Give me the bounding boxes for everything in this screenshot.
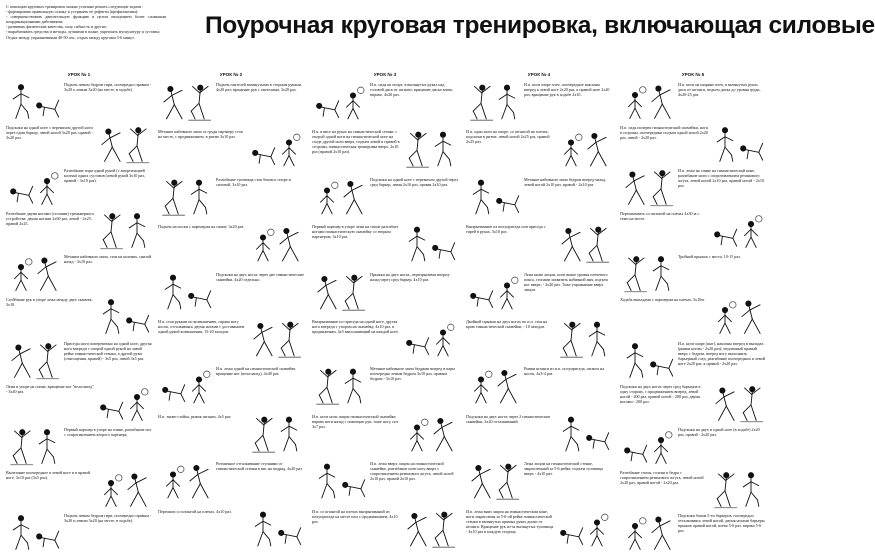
exercise-illustration — [712, 125, 764, 164]
exercise-item — [310, 412, 460, 459]
exercise-item — [464, 364, 614, 411]
exercise-item — [4, 339, 154, 382]
exercise-item — [4, 80, 154, 123]
exercise-item — [464, 222, 614, 269]
exercise-item — [310, 317, 460, 364]
exercise-item — [618, 468, 768, 511]
intro-text — [6, 4, 166, 40]
exercise-text: И.п. со штангой на плечах выпрыгиваний из полуприседа на месте или с продвижением, 4х10 раз. — [312, 508, 398, 524]
exercise-text: Перешагивать со штангой на плечах 4х30 м.с. темп на месте. — [620, 211, 701, 222]
exercise-illustration — [558, 224, 610, 264]
exercise-illustration — [468, 272, 520, 312]
exercise-illustration — [250, 224, 302, 264]
exercise-illustration — [250, 509, 302, 549]
intro-line: С помощью круговых тренировок можно успешно решать следующие задачи : — [6, 4, 144, 9]
exercise-item — [4, 295, 154, 338]
exercise-text: Стойбание рук в упоре лежа между двух скамеек, 3х10. — [6, 297, 93, 308]
lesson-header: УРОК № 1 — [67, 72, 91, 77]
exercise-text: Подъем левым бедром гири, поочередно правым - 3х20 к левым 3х20 (на месте, в ходьбе). — [64, 82, 152, 92]
lesson-column — [618, 72, 768, 554]
exercise-text: И.п. тягаю стойка, рывок штанги, 4х5 раз. — [158, 413, 232, 419]
exercise-item — [310, 270, 460, 317]
exercise-item — [464, 270, 614, 317]
exercise-illustration — [250, 414, 302, 454]
exercise-illustration — [622, 427, 674, 466]
exercise-illustration — [250, 319, 302, 359]
exercise-item — [156, 175, 306, 222]
exercise-text: Подъем гантелей вытянутыми в стороны руками. 4х20 раз; вращение рук с гантелями, 3х20 раз. — [216, 82, 302, 92]
exercise-illustration — [558, 319, 610, 359]
exercise-text: Лежа в упоре на спине, вращение ног "велосипед" - 3х40 раз. — [6, 383, 94, 394]
exercise-illustration — [160, 461, 212, 501]
exercise-text: Разгибание туловища стоя боком к опоре и силовой, 3х10 раз. — [216, 176, 291, 187]
exercise-illustration — [98, 211, 150, 250]
exercise-text: Лежа ниже лицом, ноги выше уровня плечевого пояса, стопами захватить набивной мяч, подъем ног вверх, - 2х20 раз. Тоже упражнение вверх лицом. — [524, 271, 608, 292]
exercise-item — [4, 425, 154, 468]
exercise-text: Метание набивного мяча от груди партнеру стоя на месте, с продвижением, в ритме 3х10 раз. — [158, 129, 243, 140]
exercise-item — [464, 412, 614, 459]
exercise-item — [464, 127, 614, 174]
lesson-column — [156, 72, 306, 554]
exercise-text: И.п. один ноги на опоре, со штангой на плечах, подскоки в ритме, левой ногой 2х25 раз, правой 2х25 раз. — [466, 129, 550, 145]
exercise-illustration — [314, 272, 366, 312]
exercise-item — [156, 127, 306, 174]
exercise-text: Первый партнер в упоре на спине, разгибание ног с сопротивлением второго партнера. — [64, 426, 152, 437]
exercise-text: Метание набивного мяча бедрами вперед в пары поочередно левым бедром 3х10 раз, правым бедром - 3х10 раз. — [370, 366, 455, 382]
exercise-illustration — [98, 384, 150, 423]
exercise-item — [4, 166, 154, 209]
exercise-item — [464, 507, 614, 554]
exercise-illustration — [712, 470, 764, 509]
intro-line: - формировать правильную осанку и устранять её дефекты (профилактика); — [6, 9, 139, 15]
exercise-illustration — [468, 461, 520, 501]
exercise-illustration — [622, 82, 674, 121]
exercise-illustration — [622, 513, 674, 552]
exercise-text: И.п. лежа на спине на гимнастической коне, разгибание ноги с сопротивлением резинового жгута, левой ногой 2х10 раз, правой ногой - 2х10 раз. — [678, 168, 764, 189]
exercise-item — [4, 252, 154, 295]
exercise-illustration — [404, 319, 456, 359]
exercise-text: Подскоки на двух ногах через две гимнастические скамейки, 4х20 отдельно. — [216, 271, 304, 282]
exercise-item — [618, 425, 768, 468]
exercise-text: И.п. ноги ноги лицом гимнастической скамейке, вправо ноги назад с помощью рук, тоже ногу, пот 3х7 раз. — [312, 413, 399, 429]
exercise-item — [156, 459, 306, 506]
exercise-text: И.п. ноги шире плеч, поочередное наклоны вперед к левой ноге 2х20 раз, к правой ноге 2х20 раз; вращение рук в ходьбе 2х10. — [524, 82, 610, 97]
exercise-item — [618, 123, 768, 166]
exercise-text: Метание набивного мяча бедром вперед-назад, левой ногой 2х10 раз, правой - 2х10 раз. — [524, 176, 607, 187]
exercise-illustration — [404, 129, 456, 169]
exercise-illustration — [314, 461, 366, 501]
exercise-item — [310, 80, 460, 127]
exercise-text: Выпрыгивание по приседа на одной ноге, другая нога впереди с упором на скамейку, 4х10 раз, в продвижении, 4х5 выполняющий на каждой ноге. — [312, 319, 399, 334]
exercise-illustration — [160, 82, 212, 122]
exercise-item — [156, 222, 306, 269]
exercise-item — [156, 412, 306, 459]
exercise-text: И.п. сидя на опоре, в вытянутых руках над головой диск от штанги; вращение диска влево, вправо, 4х20 раз. — [370, 82, 454, 97]
exercise-text: И.п. ноги шире (шаг), наклоны вперед в выпадах (рывки ногам - 2х20 раз); медленный правый вверх с бедром, вперед ногу выполнить барьерный след, разгибание поочередных к левой ноге 2х20 раз, к правой - 2х20 раз. — [678, 340, 766, 366]
exercise-item — [310, 127, 460, 174]
exercise-item — [464, 459, 614, 506]
exercise-text: Подъем на носки с партнером на спине, 3х20 раз. — [158, 224, 245, 230]
exercise-text: Ходьба выпадами с партнером на плечах, 3х10м. — [620, 297, 705, 303]
exercise-illustration — [98, 470, 150, 509]
exercise-text: И.п. сидя поперек гимнастической скамейки, ноги в стороны, поочередные подъем одной ногой 2х20 раз, левой - 2х20 раз. — [620, 125, 708, 141]
exercise-illustration — [558, 509, 610, 549]
exercise-item — [156, 270, 306, 317]
exercise-illustration — [404, 414, 456, 454]
exercise-text: Ритмичное отталкивание ступнями от гимнастической стенки в вис на подряд, 4х20 раз. — [216, 461, 303, 472]
exercise-item — [618, 166, 768, 209]
exercise-text: И.п. лежа одной на гимнастической скамейке, вращение ног (велосипед), 4х40 раз. — [216, 366, 297, 377]
exercise-item — [4, 468, 154, 511]
exercise-illustration — [8, 427, 60, 466]
exercise-text: Вылезание поочередное в левой ноге и в правой ноге, 3х10 раз (3х5 раз). — [6, 469, 91, 480]
exercise-item — [464, 317, 614, 364]
exercise-illustration — [160, 366, 212, 406]
exercise-text: И.п. в висе на руках на гимнастической стенке, с опорой одной ноги на гимнастической ноге на сходе другой ноги вверх, подъем левой и правой в стороны, гимнастическая тренировка вверх, 2х10 раз (правой 2х10 раз). — [312, 129, 400, 155]
exercise-item — [156, 80, 306, 127]
exercise-illustration — [404, 224, 456, 264]
exercise-item — [618, 382, 768, 425]
exercise-item — [156, 507, 306, 554]
intro-line: Отдых между упражнениями 40-50 сек., отдых между кругами 5-6 минут. — [6, 34, 135, 40]
exercise-item — [4, 511, 154, 554]
exercise-illustration — [314, 177, 366, 217]
exercise-text: Выпрыгивание из полуприседа или приседа с гирей в руках, 3х10 раз. — [466, 224, 546, 235]
exercise-illustration — [98, 125, 150, 164]
exercise-illustration — [8, 513, 60, 552]
exercise-text: Подскоки боком 5-ти барьеров, поочередно отталкиваясь левой ногой, двумя ногами барьеры прыжок правой ногой, влево 5-6 раз, вправо 5-6 раз. — [678, 512, 765, 533]
intro-line: - развивать физические качества, силу, гибкость и другие; — [6, 24, 107, 30]
exercise-item — [156, 364, 306, 411]
exercise-illustration — [404, 509, 456, 549]
exercise-illustration — [250, 129, 302, 169]
lesson-header: УРОК № 3 — [373, 72, 397, 77]
exercise-text: Подъем левым бедром гири, поочередно правым - 3х20 и левым 3х20 (на месте, в ходьбе). — [64, 512, 152, 523]
exercise-text: Подскоки на одной ноге с перемахом другой ноги через одни барьер, левой ногой 3х20 раз, правой - 3х20 раз. — [6, 125, 93, 141]
exercise-illustration — [98, 297, 150, 336]
exercise-text: Подскоки на двух ногах через 2 гимнастические скамейки, 2х20 отталкиваний. — [466, 413, 551, 424]
exercise-illustration — [622, 341, 674, 380]
exercise-illustration — [314, 366, 366, 406]
exercise-item — [618, 339, 768, 382]
exercise-text: Разгибание стопы, голени и бедра с сопротивлением резинового жгута, левой ногой 2х20 раз, правой ногой - 2х20 раз. — [620, 469, 704, 485]
exercise-item — [464, 80, 614, 127]
lesson-column — [4, 72, 154, 554]
exercise-text: Разгибание двумя ногами (стопами) тренажерного устройства: двумя ногами 2х60 раз, левой - 2х25, правой 2х25. — [6, 211, 94, 227]
exercise-text: И.п. ноги на ширине плеч, в вытянутых руках диск от штанги, подъем диска до уровня груди, 4х20-25 раз. — [678, 82, 761, 97]
exercise-text: Прыжки на двух ногах, перепрыгивая вперед-назад через сред барьер, 4х10 раз. — [370, 271, 451, 282]
exercise-illustration — [622, 168, 674, 207]
exercise-text: И.п. стоя руками по возвышению, справа ногу носок, отталкиваясь двумя ногами с доставанием одной рукой возвышения, 15-20 заходов. — [158, 319, 245, 334]
exercise-item — [156, 317, 306, 364]
exercise-illustration — [712, 297, 764, 336]
exercise-item — [4, 123, 154, 166]
exercise-illustration — [160, 177, 212, 217]
exercise-text: Тройной прыжок с места, 10-15 раз. — [678, 254, 741, 260]
exercise-text: Лежа лицом на гимнастической стенке, закрепленный за 5-6 рейке, подъем туловища вверх - 4х10 раз. — [524, 461, 603, 477]
intro-line: - вырабатывать средства и методы, лучшими в плане, укреплять мускулатуру и суставы; — [6, 29, 160, 35]
exercise-illustration — [558, 414, 610, 454]
exercise-item — [4, 209, 154, 252]
exercise-illustration — [8, 254, 60, 293]
exercise-item — [618, 295, 768, 338]
exercise-illustration — [468, 366, 520, 406]
exercise-illustration — [314, 82, 366, 122]
intro-line: - совершенствовать двигательную функцию в целом овладением более сложными координационными действиями; — [6, 14, 166, 25]
exercise-item — [618, 252, 768, 295]
page-title: Поурочная круговая тренировка, включающая силовые — [205, 12, 875, 39]
exercise-text: Метание набивного мяча, стоя на коленях, снизой назад - 3х10 раз. — [64, 254, 152, 265]
exercise-illustration — [8, 82, 60, 121]
exercise-illustration — [712, 384, 764, 423]
exercise-text: И.п. лежа вверх лицом на гимнастической скамейке, разгибание ноги ногу вверх с сопротивлением резинового жгута, левой ногой 2х10 раз, правой 2х10 раз. — [370, 461, 454, 482]
exercise-item — [310, 364, 460, 411]
exercise-illustration — [712, 211, 764, 250]
exercise-illustration — [160, 272, 212, 312]
exercise-item — [464, 175, 614, 222]
exercise-text: Подскоки на одной ноге с перемахом другой через сред барьер, левая 2х10 раз, правая 2х10 раз. — [370, 176, 458, 187]
exercise-item — [618, 80, 768, 123]
exercise-text: Подскоки на двух и одной ноге (в ходьбе) 2х20 раз, правой - 2х20 раз. — [678, 426, 760, 437]
exercise-illustration — [8, 168, 60, 207]
exercise-item — [4, 382, 154, 425]
exercise-text: Приседы ноги попеременно на одной ноге, другая нога впереди с опорой одной рукой на лавой рейке гимнастической стенки, а другой руки (отягощения, правой) - 3х5 раз, левой 3х5 раз. — [64, 340, 152, 361]
exercise-item — [310, 175, 460, 222]
exercise-item — [310, 507, 460, 554]
lesson-header: УРОК № 2 — [219, 72, 243, 77]
exercise-illustration — [622, 254, 674, 293]
lesson-column — [464, 72, 614, 554]
exercise-illustration — [558, 129, 610, 169]
exercise-text: Разгибание гири одной рукой (с амортизацией колена) одних суставов (левой рукой 3х10 раз, правой - 3х10 раз). — [64, 168, 145, 184]
lesson-header: УРОК № 4 — [527, 72, 551, 77]
exercise-item — [618, 209, 768, 252]
exercise-item — [310, 222, 460, 269]
exercise-illustration — [468, 177, 520, 217]
exercise-illustration — [8, 341, 60, 380]
exercise-text: Рывки штанги из и.п. полуприседа, штанга на носок, 4х3-4 раз. — [524, 366, 605, 377]
exercise-text: Двойной прыжок на двух ногах по и.п. стоя на краю гимнастической скамейки, - 10 заходов. — [466, 319, 548, 329]
exercise-text: Подскоки на двух ногах через сред барьеров в одну сторону, с продвижением вперед, левой ногой - 200 раз, правой ногой - 200 раз, двумя ногами - 200 раз. — [620, 383, 701, 404]
exercise-text: Перешаги со штангой на плечах, 4х10 раз. — [158, 508, 232, 514]
exercise-item — [618, 511, 768, 554]
exercise-text: И.п. лежа вниз лицом на гимнастическом коне, ноги закреплены за 5-6-ой рейке гимнастической стенки в вытянутых прямых руках диски от штанги. Вращение рук из-за вытянутых туловища - 4х10 раз в каждую сторону. — [466, 508, 554, 534]
exercise-text: Первый партнер в упоре лежа на спине разгибает ногами гимнастическую скамейку со вторым партнером, 3х10 раз. — [312, 224, 399, 240]
lesson-column — [310, 72, 460, 554]
lesson-header: УРОК № 5 — [681, 72, 705, 77]
exercise-item — [310, 459, 460, 506]
exercise-illustration — [468, 82, 520, 122]
